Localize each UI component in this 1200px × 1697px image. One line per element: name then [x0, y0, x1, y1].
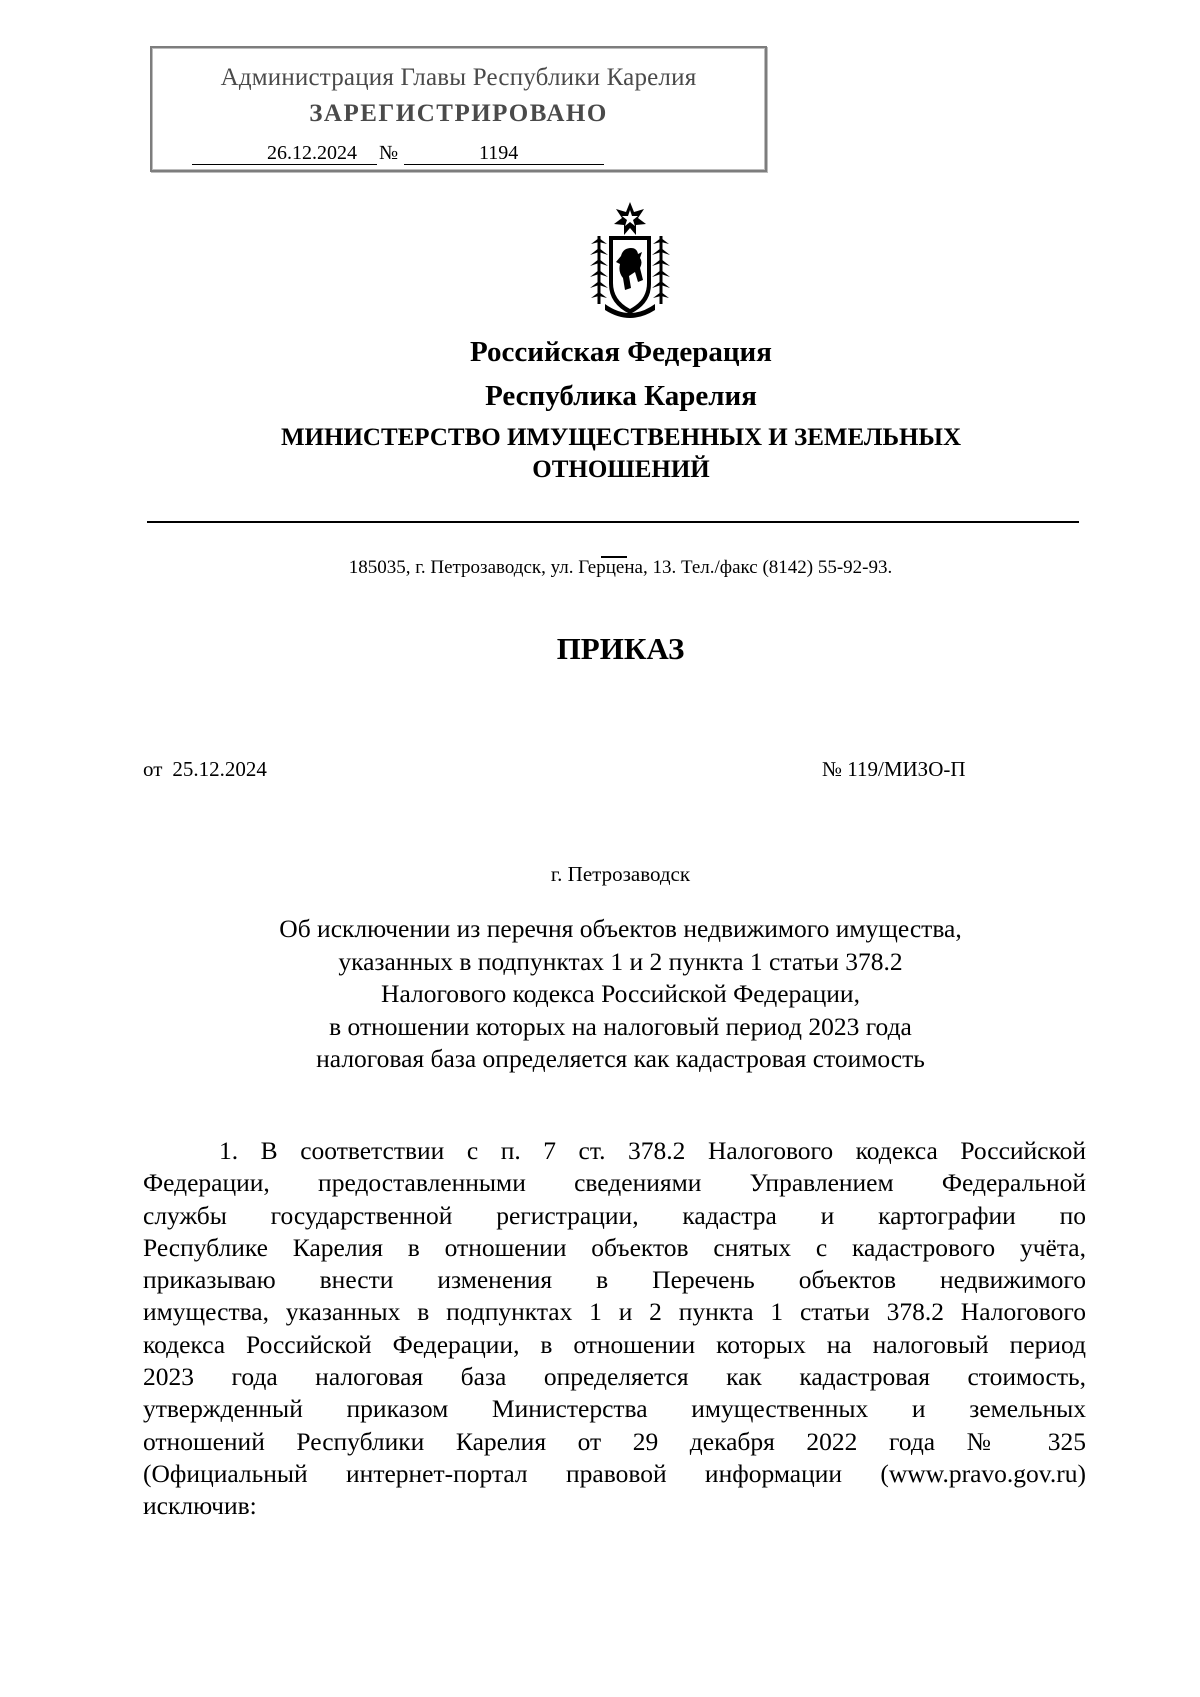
body-line: отношений Республики Карелия от 29 декабря 2022 года № 325 [143, 1426, 1086, 1456]
body-line: исключив: [143, 1491, 257, 1521]
karelia-coat-of-arms-icon [585, 200, 675, 325]
stamp-number-sign: № [379, 142, 399, 164]
body-line: службы государственной регистрации, кадастра и картографии по [143, 1200, 1086, 1230]
body-line: 1. В соответствии с п. 7 ст. 378.2 Налогового кодекса Российской [219, 1136, 1086, 1165]
body-line: приказываю внести изменения в Перечень объектов недвижимого [143, 1265, 1086, 1295]
stamp-date: 26.12.2024 [192, 141, 377, 165]
body-line: утвержденный приказом Министерства имущественных и земельных [143, 1394, 1086, 1424]
header-republic: Республика Карелия [485, 380, 757, 412]
document-subject [0, 913, 1200, 1076]
header-ministry-line1: МИНИСТЕРСТВО ИМУЩЕСТВЕННЫХ И ЗЕМЕЛЬНЫХ [280, 424, 962, 451]
document-number: № 119/МИЗО-П [822, 757, 966, 781]
document-city: г. Петрозаводск [550, 862, 691, 886]
body-line: Республике Карелия в отношении объектов снятых с кадастрового учёта, [143, 1232, 1086, 1262]
header-country: Российская Федерация [470, 336, 772, 368]
header-ministry-line2: ОТНОШЕНИЙ [532, 456, 710, 483]
body-line: (Официальный интернет-портал правовой информации (www.pravo.gov.ru) [143, 1458, 1086, 1488]
document-date [143, 757, 267, 782]
stamp-organization: Администрация Главы Республики Карелия [220, 64, 697, 91]
stamp-status: ЗАРЕГИСТРИРОВАНО [309, 100, 608, 127]
subject-line: налоговая база определяется как кадастровая стоимость [316, 1044, 925, 1073]
body-line: имущества, указанных в подпунктах 1 и 2 пункта 1 статьи 378.2 Налогового [143, 1297, 1086, 1327]
body-line: Федерации, предоставленными сведениями Управлением Федеральной [143, 1168, 1086, 1198]
header-divider [147, 521, 1079, 523]
document-date-value: 25.12.2024 [172, 757, 267, 781]
body-line: кодекса Российской Федерации, в отношении которых на налоговый период [143, 1329, 1086, 1359]
subject-line: указанных в подпунктах 1 и 2 пункта 1 статьи 378.2 [338, 946, 903, 976]
document-date-label: от [143, 757, 163, 781]
subject-line: Налогового кодекса Российской Федерации, [381, 979, 860, 1008]
subject-line: в отношении которых на налоговый период 2023 года [329, 1011, 912, 1041]
header-address: 185035, г. Петрозаводск, ул. Герцена, 13. Тел./факс (8142) 55-92-93. [348, 557, 893, 578]
body-line: 2023 года налоговая база определяется как кадастровая стоимость, [143, 1362, 1086, 1392]
subject-line: Об исключении из перечня объектов недвижимого имущества, [279, 914, 962, 943]
registration-stamp [150, 46, 767, 172]
stamp-number: 1194 [404, 141, 604, 165]
document-body-paragraph [143, 1135, 1086, 1523]
document-type-title: ПРИКАЗ [556, 631, 685, 666]
